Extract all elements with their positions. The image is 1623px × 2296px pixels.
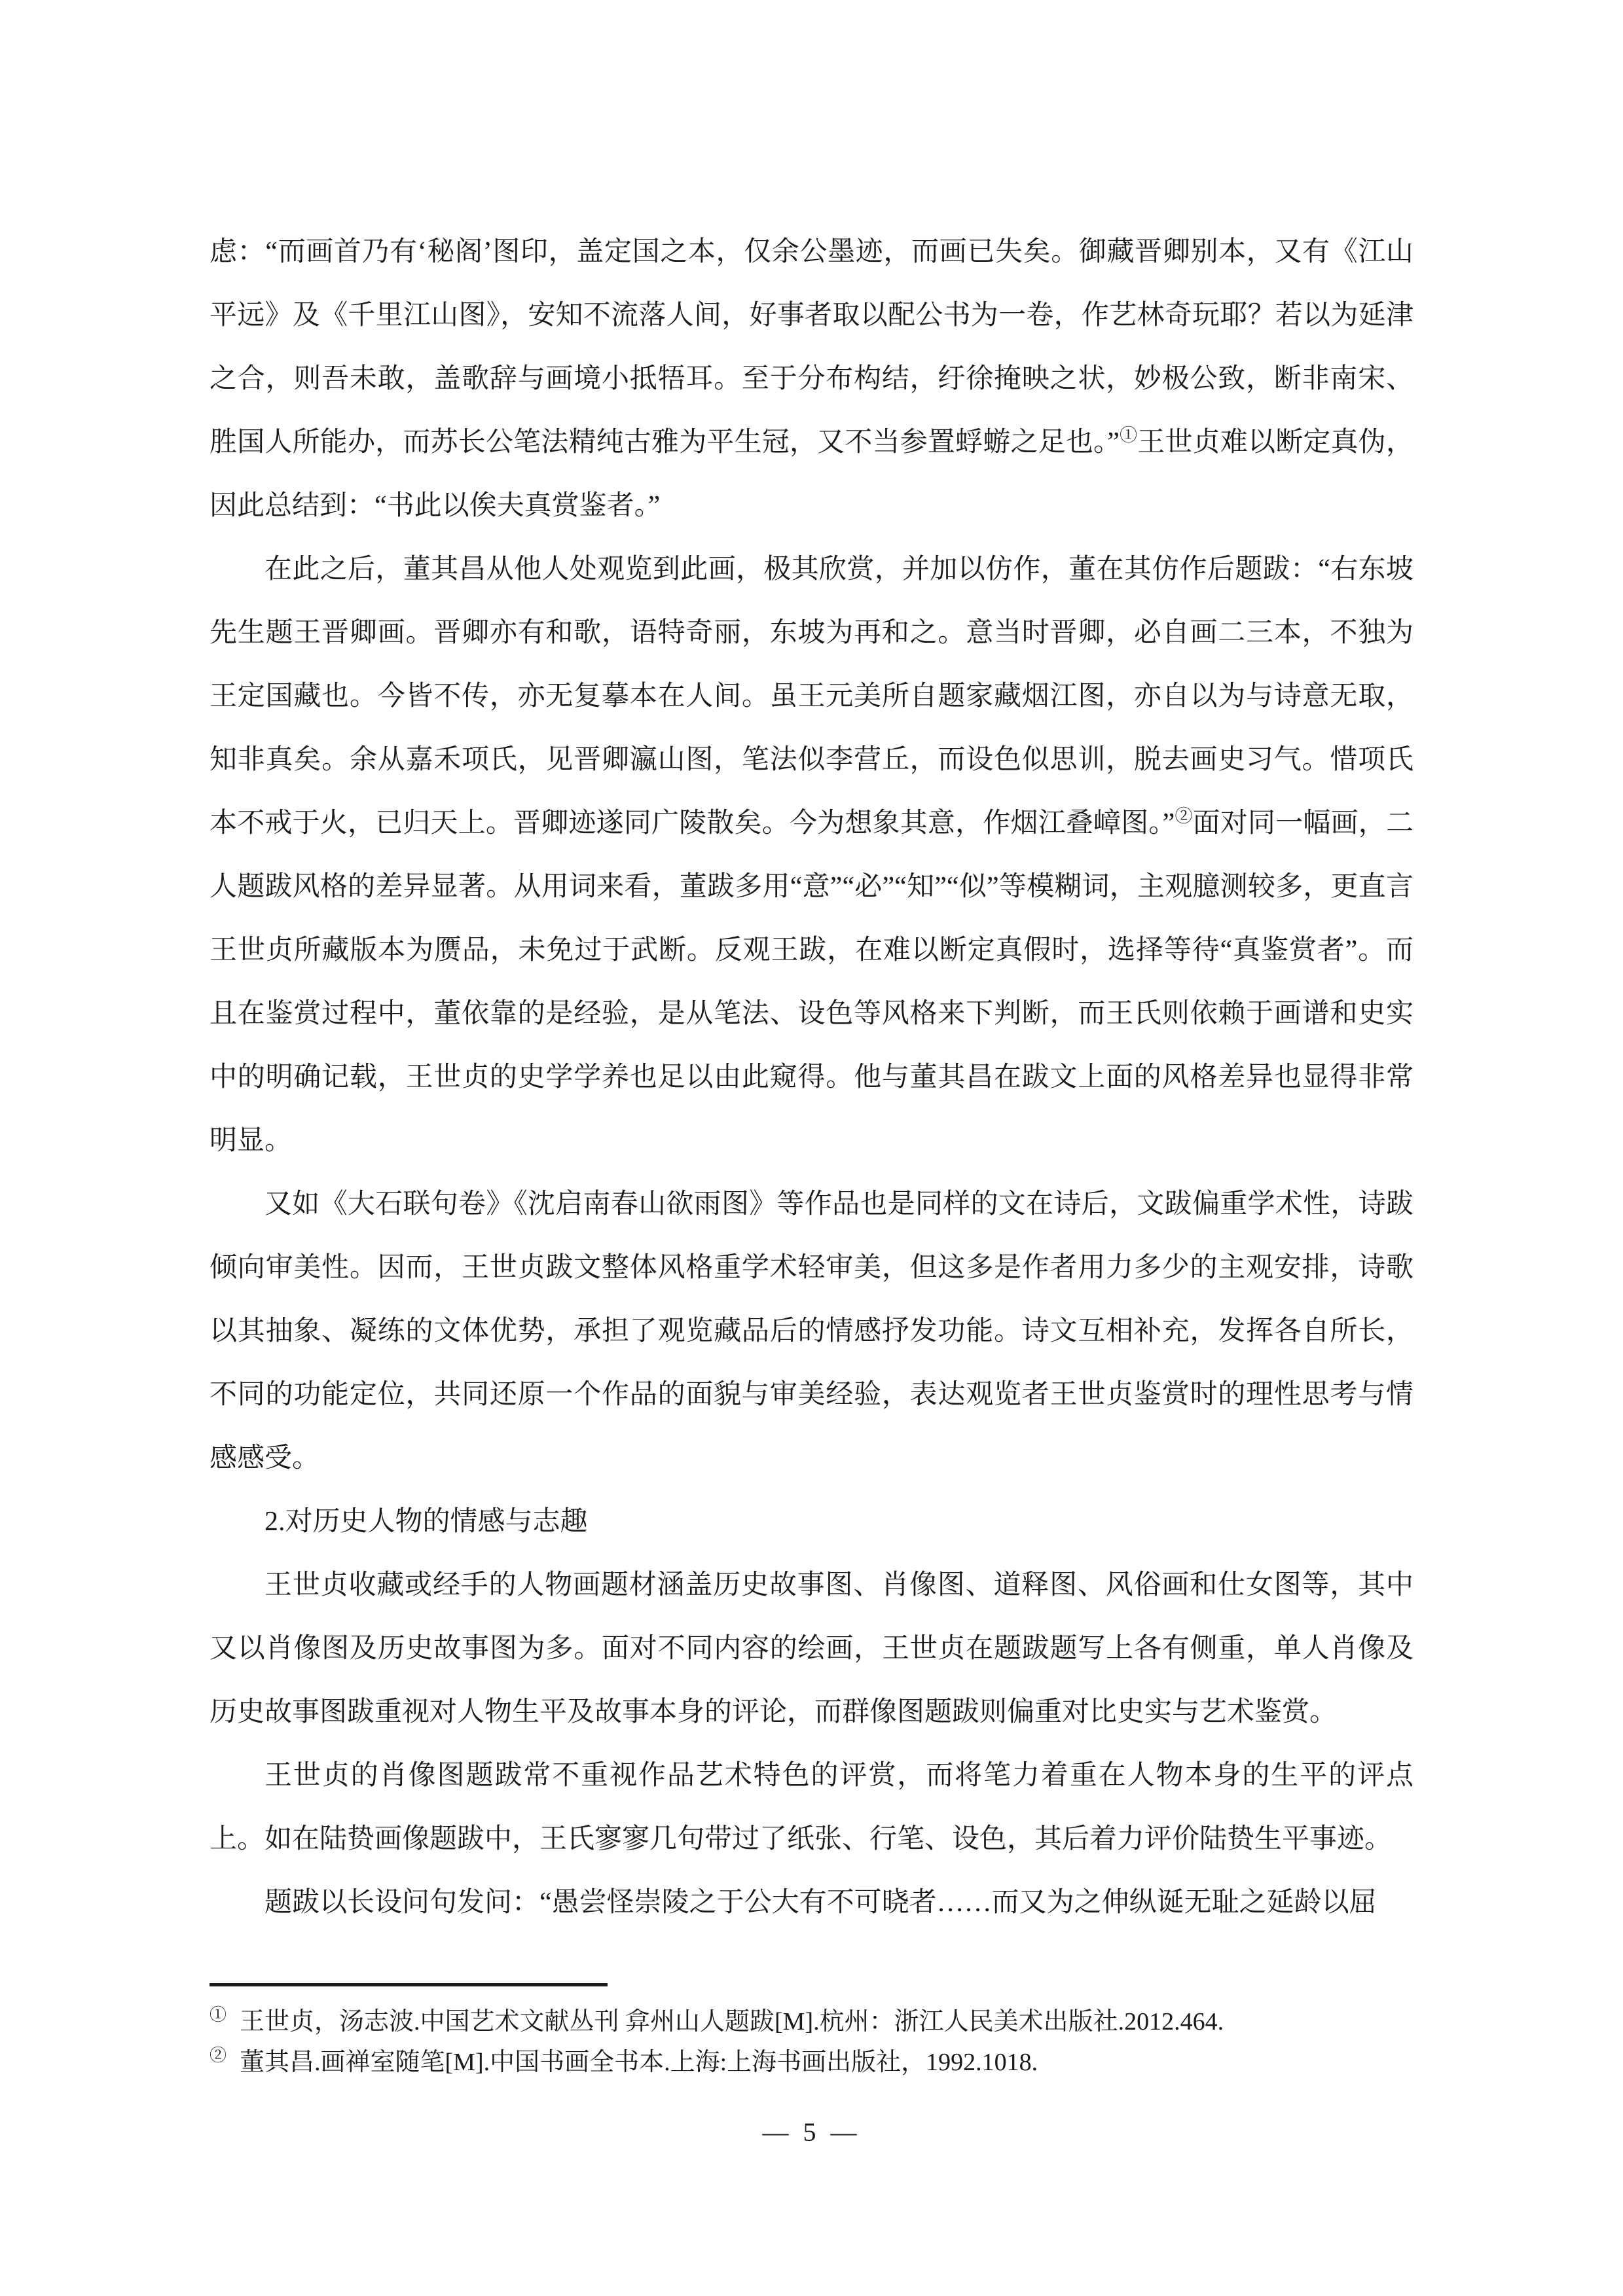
section-heading: 2.对历史人物的情感与志趣 bbox=[264, 1507, 588, 1537]
paragraph: 王世贞收藏或经手的人物画题材涵盖历史故事图、肖像图、道释图、风俗画和仕女图等，其中又以肖像图及历史故事图为多。面对不同内容的绘画，王世贞在题跋题写上各有侧重，单人肖像及历史故事图跋重视对人物生平及故事本身的评论，而群像图题跋则偏重对比史实与艺术鉴赏。 bbox=[210, 1570, 1413, 1727]
footnote-reference-mark: ① bbox=[1119, 425, 1138, 445]
footnotes bbox=[210, 2001, 1413, 2083]
paragraph: 王世贞的肖像图题跋常不重视作品艺术特色的评赏，而将笔力着重在人物本身的生平的评点上。如在陆贽画像题跋中，王氏寥寥几句带过了纸张、行笔、设色，其后着力评价陆贽生平事迹。 bbox=[210, 1761, 1413, 1854]
footnote-item bbox=[210, 2042, 1413, 2083]
footnote-reference-mark: ② bbox=[1175, 806, 1193, 826]
paragraph: 在此之后，董其昌从他人处观览到此画，极其欣赏，并加以仿作，董在其仿作后题跋：“右东坡先生题王晋卿画。晋卿亦有和歌，语特奇丽，东坡为再和之。意当时晋卿，必自画二三本，不独为王定国藏也。今皆不传，亦无复摹本在人间。虽王元美所自题家藏烟江图，亦自以为与诗意无取，知非真矣。余从嘉禾项氏，见晋卿瀛山图，笔法似李营丘，而设色似思训，脱去画史习气。惜项氏本不戒于火，已归天上。晋卿迹遂同广陵散矣。今为想象其意，作烟江叠嶂图。”②面对同一幅画，二人题跋风格的差异显著。从用词来看，董跋多用“意”“必”“知”“似”等模糊词，主观臆测较多，更直言王世贞所藏版本为赝品，未免过于武断。反观王跋，在难以断定真假时，选择等待“真鉴赏者”。而且在鉴赏过程中，董依靠的是经验，是从笔法、设色等风格来下判断，而王氏则依赖于画谱和史实中的明确记载，王世贞的史学学养也足以由此窥得。他与董其昌在跋文上面的风格差异也显得非常明显。 bbox=[210, 554, 1413, 1156]
footnote-marker: ① bbox=[210, 2005, 227, 2025]
paragraph: 题跋以长设问句发问：“愚尝怪崇陵之于公大有不可晓者……而又为之伸纵诞无耻之延龄以屈 bbox=[264, 1888, 1377, 1918]
footnote-marker: ② bbox=[210, 2046, 227, 2066]
page-number: — 5 — bbox=[762, 2117, 861, 2147]
paragraph-continuation: 虑：“而画首乃有‘秘阁’图印，盖定国之本，仅余公墨迹，而画已失矣。御藏晋卿别本，又有《江山平远》及《千里江山图》，安知不流落人间，好事者取以配公书为一卷，作艺林奇玩耶？若以为延津之合，则吾未敢，盖歌辞与画境小抵牾耳。至于分布构结，纡徐掩映之状，妙极公致，断非南宋、胜国人所能办，而苏长公笔法精纯古雅为平生冠，又不当参置蜉蝣之足也。”①王世贞难以断定真伪，因此总结到：“书此以俟夫真赏鉴者。” bbox=[210, 237, 1413, 521]
paragraph: 又如《大石联句卷》《沈启南春山欲雨图》等作品也是同样的文在诗后，文跋偏重学术性，诗跋倾向审美性。因而，王世贞跋文整体风格重学术轻审美，但这多是作者用力多少的主观安排，诗歌以其抽象、凝练的文体优势，承担了观览藏品后的情感抒发功能。诗文互相补充，发挥各自所长，不同的功能定位，共同还原一个作品的面貌与审美经验，表达观览者王世贞鉴赏时的理性思考与情感感受。 bbox=[210, 1189, 1413, 1473]
footnote-text: 王世贞，汤志波.中国艺术文献丛刊 弇州山人题跋[M].杭州：浙江人民美术出版社.2012.464. bbox=[240, 2008, 1224, 2036]
body-text bbox=[210, 221, 1413, 1935]
footnote-text: 董其昌.画禅室随笔[M].中国书画全书本.上海:上海书画出版社，1992.1018. bbox=[240, 2049, 1038, 2076]
footnote-separator bbox=[210, 1983, 608, 1986]
footnote-item bbox=[210, 2001, 1413, 2042]
